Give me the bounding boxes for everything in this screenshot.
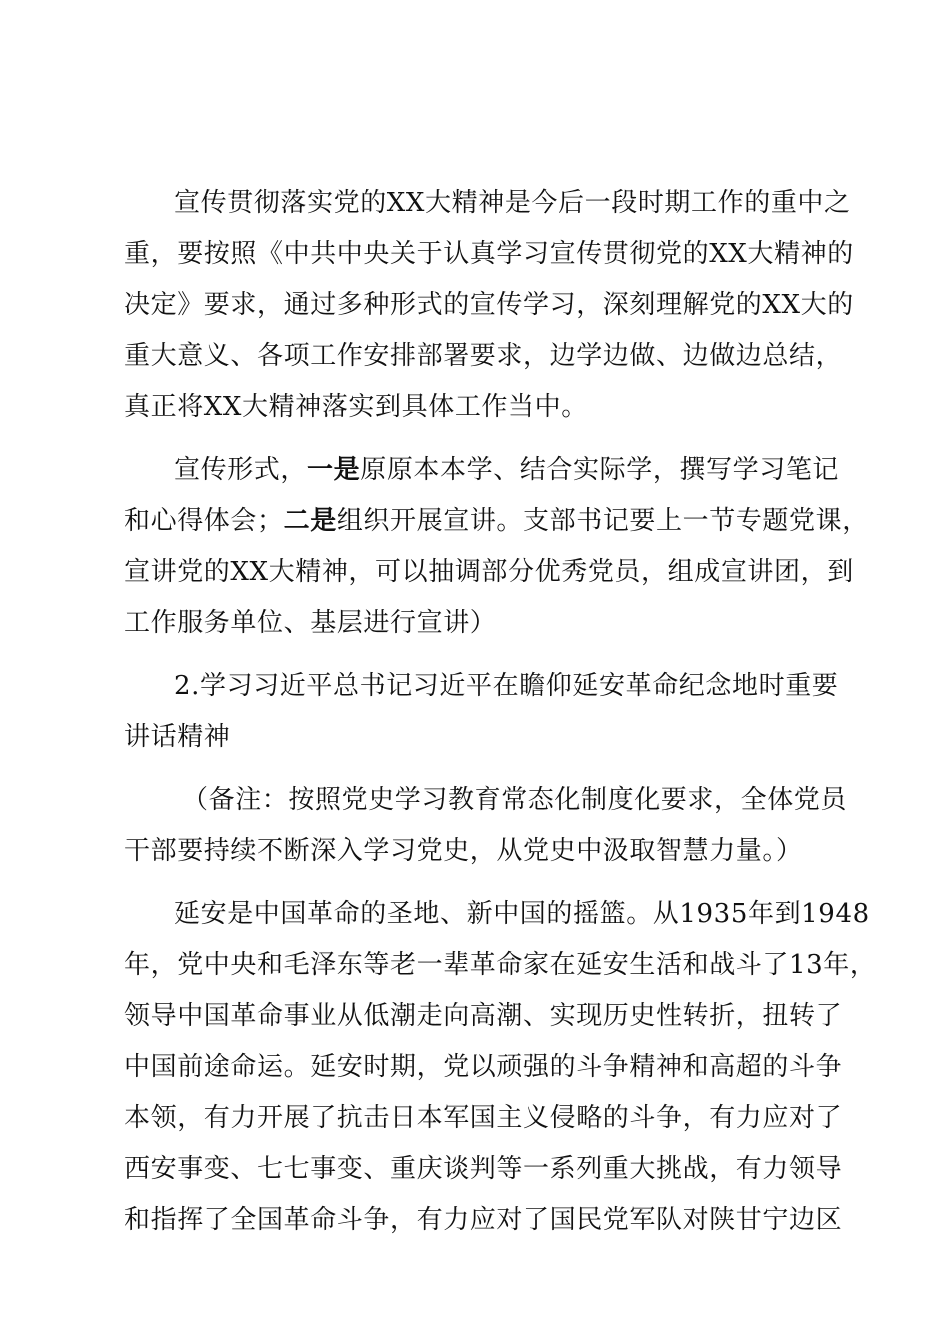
- text-line: 本领，有力开展了抗击日本军国主义侵略的斗争，有力应对了: [124, 1103, 843, 1133]
- text-line: 西安事变、七七事变、重庆谈判等一系列重大挑战，有力领导: [124, 1154, 843, 1184]
- text-line: 2.学习习近平总书记习近平在瞻仰延安革命纪念地时重要: [174, 671, 839, 701]
- paragraph-yanan: [124, 889, 877, 1246]
- bold-label-first: 一是: [307, 455, 361, 485]
- text-line: [124, 445, 840, 496]
- text-line: 真正将XX大精神落实到具体工作当中。: [124, 392, 588, 422]
- text-segment: 原原本本学、结合实际学，撰写学习笔记: [360, 455, 840, 485]
- text-line: 和指挥了全国革命斗争，有力应对了国民党军队对陕甘宁边区: [124, 1205, 843, 1235]
- text-line: 讲话精神: [124, 722, 231, 752]
- text-line: 重大意义、各项工作安排部署要求，边学边做、边做边总结，: [124, 341, 843, 371]
- text-line: 年，党中央和毛泽东等老一辈革命家在延安生活和战斗了13年，: [124, 950, 877, 980]
- text-line: [124, 496, 869, 547]
- text-line: 决定》要求，通过多种形式的宣传学习，深刻理解党的XX大的: [124, 290, 854, 320]
- paragraph-xx-spirit: [124, 178, 854, 433]
- text-line: 工作服务单位、基层进行宣讲）: [124, 608, 497, 638]
- text-segment: 组织开展宣讲。支部书记要上一节专题党课，: [336, 506, 869, 536]
- paragraph-publicity-forms: [124, 445, 869, 649]
- section-heading-2: [124, 661, 839, 763]
- text-line: 重，要按照《中共中央关于认真学习宣传贯彻党的XX大精神的: [124, 239, 854, 269]
- text-segment: 宣传形式，: [174, 455, 308, 485]
- text-line: 干部要持续不断深入学习党史，从党史中汲取智慧力量。）: [124, 836, 803, 866]
- text-line: 延安是中国革命的圣地、新中国的摇篮。从1935年到1948: [174, 899, 870, 929]
- text-line: 领导中国革命事业从低潮走向高潮、实现历史性转折，扭转了: [124, 1001, 843, 1031]
- document-body: [124, 178, 877, 1246]
- bold-label-second: 二是: [283, 506, 337, 536]
- paragraph-note: [124, 775, 848, 877]
- text-line: 中国前途命运。延安时期，党以顽强的斗争精神和高超的斗争: [124, 1052, 843, 1082]
- text-segment: 和心得体会；: [124, 506, 284, 536]
- text-line: （备注：按照党史学习教育常态化制度化要求，全体党员: [182, 785, 848, 815]
- text-line: 宣讲党的XX大精神，可以抽调部分优秀党员，组成宣讲团，到: [124, 557, 854, 587]
- text-line: 宣传贯彻落实党的XX大精神是今后一段时期工作的重中之: [174, 188, 851, 218]
